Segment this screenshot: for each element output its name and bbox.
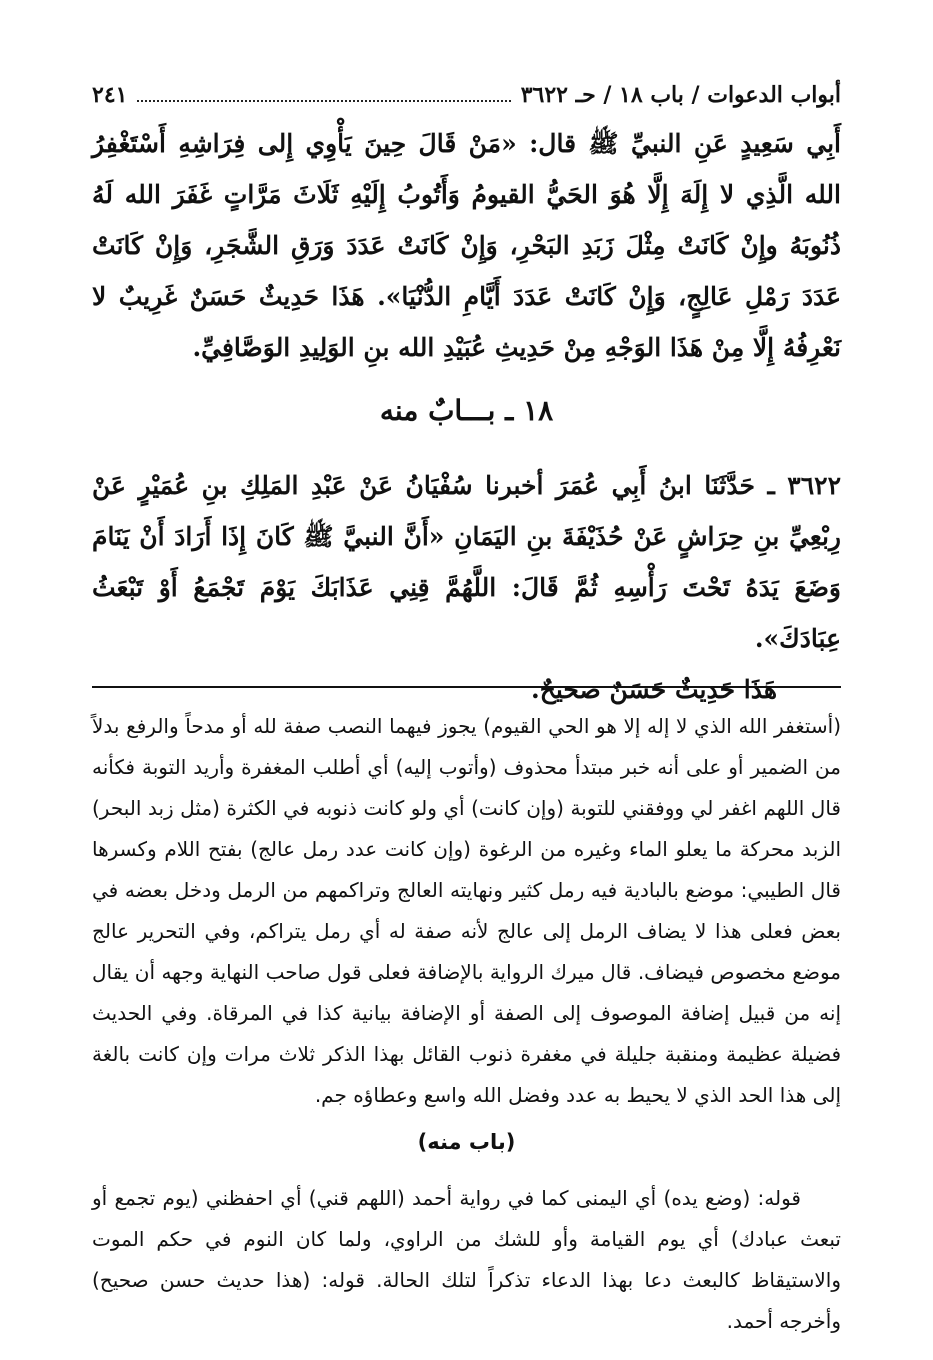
running-header	[92, 78, 841, 112]
commentary-section-title: (باب منه)	[417, 1130, 516, 1154]
hadith-text: ٣٦٢٢ ـ حَدَّثَنَا ابنُ أَبِي عُمَرَ أخبرنا سُفْيَانُ عَنْ عَبْدِ المَلِكِ بنِ عُمَيْرٍ عَنْ رِبْعِيِّ بنِ حِرَاشٍ عَنْ حُذَيْفَةَ بنِ اليَمَانِ «أَنَّ النبيَّ ﷺ كَانَ إِذَا أَرَادَ أَنْ يَنَامَ وَضَعَ يَدَهُ تَحْتَ رَأْسِهِ ثُمَّ قَالَ: اللَّهُمَّ قِنِي عَذَابَكَ يَوْمَ تَجْمَعُ أَوْ تَبْعَثُ عِبَادَكَ».	[92, 471, 841, 653]
hadith-block	[92, 460, 841, 715]
commentary-block	[92, 706, 841, 1116]
hadith-grade: هَذَا حَدِيثٌ حَسَنٌ صحيحٌ.	[531, 675, 777, 704]
commentary-text: (أستغفر الله الذي لا إله إلا هو الحي القيوم) يجوز فيهما النصب صفة لله أو مدحاً والرفع بدلاً من الضمير أو على أنه خبر مبتدأ محذوف (وأتوب إليه) أي أطلب المغفرة وأريد التوبة فكأنه قال اللهم اغفر لي ووفقني للتوبة (وإن كانت) أي ولو كانت ذنوبه في الكثرة (مثل زبد البحر) الزبد محركة ما يعلو الماء وغيره من الرغوة (وإن كانت عدد رمل عالج) بفتح اللام وكسرها قال الطيبي: موضع بالبادية فيه رمل كثير ونهايته العالج وتراكمهم من الرمل ودخل بعضه في بعض فعلى هذا لا يضاف الرمل إلى عالج لأنه صفة له أي رمل يتراكم، وفي التحرير عالج موضع مخصوص فيضاف. قال ميرك الرواية بالإضافة فعلى قول صاحب النهاية وجهه أن يقال إنه من قبيل إضافة الموصوف إلى الصفة أو الإضافة بيانية كذا في المرقاة. وفي الحديث فضيلة عظيمة ومنقبة جليلة في مغفرة ذنوب القائل بهذا الذكر ثلاث مرات وإن كانت بالغة إلى هذا الحد الذي لا يحيط به عدد وفضل الله واسع وعطاؤه جم.	[92, 714, 841, 1107]
chapter-title: ١٨ ـ بـــابٌ منه	[379, 394, 554, 427]
commentary-text-2: قوله: (وضع يده) أي اليمنى كما في رواية أحمد (اللهم قني) أي احفظني (يوم تجمع أو تبعث عبادك) أي يوم القيامة وأو للشك من الراوي، ولما كان النوم في حكم الموت والاستيقاظ كالبعث دعا بهذا الدعاء تذكراً لتلك الحالة. قوله: (هذا حديث حسن صحيح) وأخرجه أحمد.	[92, 1186, 841, 1333]
header-leader-dots	[137, 100, 510, 102]
header-title: أبواب الدعوات / باب ١٨ / حـ ٣٦٢٢	[520, 82, 841, 108]
page-number: ٢٤١	[92, 82, 128, 108]
hadith-continuation	[92, 118, 841, 373]
footnote-separator	[92, 686, 841, 688]
commentary-block-2	[92, 1178, 841, 1342]
hadith-continuation-text: أَبِي سَعِيدٍ عَنِ النبيِّ ﷺ قال: «مَنْ قَالَ حِينَ يَأْوِي إِلى فِرَاشِهِ أَسْتَغْفِرُ الله الَّذِي لا إِلَهَ إِلَّا هُوَ الحَيُّ القيومُ وَأَتُوبُ إِلَيْهِ ثَلَاثَ مَرَّاتٍ غَفَرَ الله لَهُ ذُنُوبَهُ وإِنْ كَانَتْ مِثْلَ زَبَدِ البَحْرِ، وَإِنْ كَانَتْ عَدَدَ وَرَقِ الشَّجَرِ، وَإِنْ كَانَتْ عَدَدَ رَمْلِ عَالِجٍ، وَإِنْ كَانَتْ عَدَدَ أَيَّامِ الدُّنْيَا». هَذَا حَدِيثٌ حَسَنٌ غَرِيبٌ لا نَعْرِفُهُ إِلَّا مِنْ هَذَا الوَجْهِ مِنْ حَدِيثِ عُبَيْدِ الله بنِ الوَلِيدِ الوَصَّافِيِّ.	[92, 129, 841, 362]
